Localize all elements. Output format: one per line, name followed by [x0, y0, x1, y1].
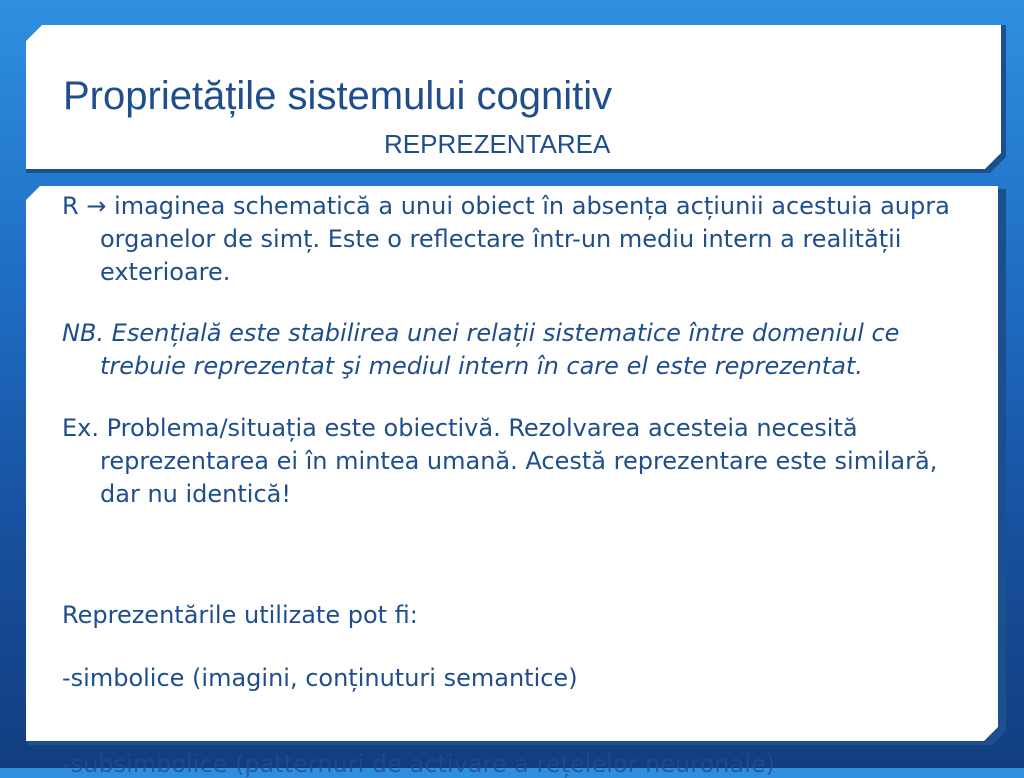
list-item-subsymbolic-overflow: -subsimbolice (patternuri de activare a rețelelor neuronale)	[62, 750, 776, 778]
slide-body	[62, 190, 982, 695]
paragraph-example: Ex. Problema/situația este obiectivă. Rezolvarea acesteia necesită reprezentarea ei în mintea umană. Acestă reprezentare este similară, dar nu identică!	[62, 414, 938, 508]
paragraph-note: NB. Esențială este stabilirea unei relații sistematice între domeniul ce trebuie reprezentat şi mediul intern în care el este reprezentat.	[62, 319, 900, 380]
list-item-symbolic: -simbolice (imagini, conținuturi semantice)	[62, 664, 578, 692]
slide-title: Proprietățile sistemului cognitiv	[63, 74, 613, 118]
paragraph-list-intro: Reprezentările utilizate pot fi:	[62, 601, 418, 629]
slide-subtitle: REPREZENTAREA	[384, 129, 611, 159]
paragraph-definition: R → imaginea schematică a unui obiect în absența acțiunii acestuia aupra organelor de simț. Este o reflectare într-un mediu intern a realității exterioare.	[62, 192, 950, 286]
